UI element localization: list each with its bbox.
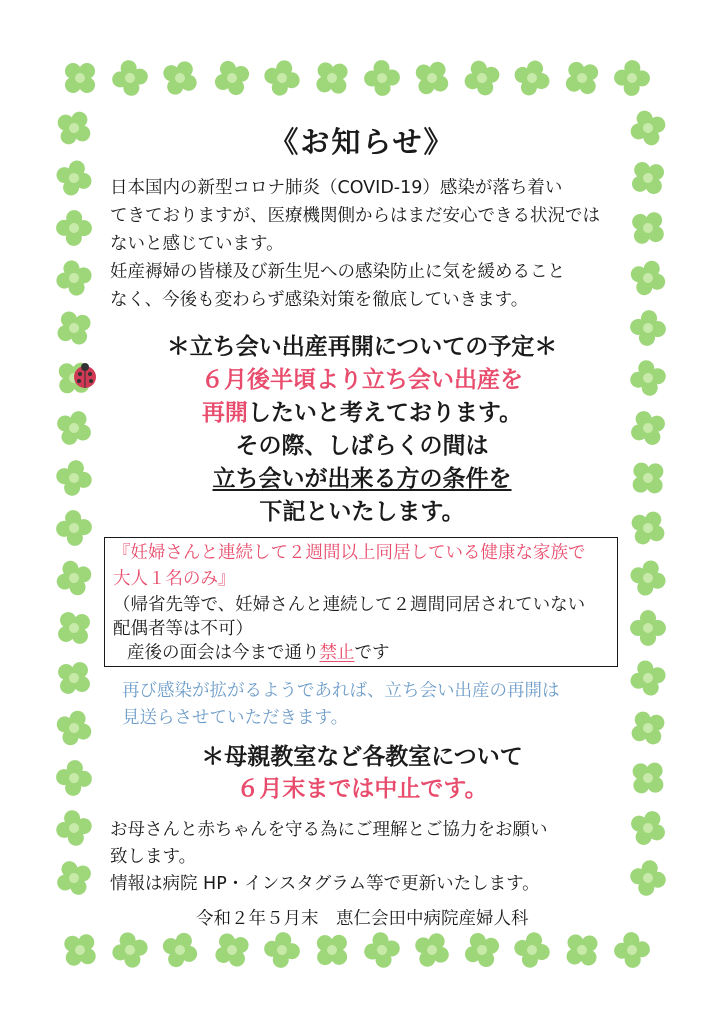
section2-line-1: ６月末までは中止です。 <box>236 776 488 802</box>
intro-line-2: てきておりますが、医療機関側からはまだ安心できる状況では <box>110 206 600 226</box>
section1-line-5: 下記といたします。 <box>259 499 465 525</box>
conditions-line-3: （帰省先等で、妊婦さんと連続して２週間同居されていない <box>113 595 586 615</box>
closing-line-3: 情報は病院 HP・インスタグラム等で更新いたします。 <box>110 874 540 894</box>
section1-line-2-highlight: 再開 <box>201 400 248 426</box>
closing-line-2: 致します。 <box>110 847 197 867</box>
conditions-line-5 <box>127 640 390 666</box>
conditions-line-5-suffix: です <box>354 643 390 663</box>
section1-line-2 <box>60 396 664 430</box>
intro-line-3: ないと感じています。 <box>110 234 284 254</box>
intro-line-1: 日本国内の新型コロナ肺炎（COVID-19）感染が落ち着い <box>110 178 563 198</box>
section1-line-1: ６月後半頃より立ち会い出産を <box>201 367 523 393</box>
section1-line-3: その際、しばらくの間は <box>235 433 489 459</box>
notice-title: 《お知らせ》 <box>269 125 455 159</box>
section1-line-2-rest: したいと考えております。 <box>247 400 523 426</box>
conditions-line-5-prefix: 産後の面会は今まで通り <box>127 643 320 663</box>
intro-line-5: なく、今後も変わらず感染対策を徹底していきます。 <box>110 290 529 310</box>
conditions-line-4: 配偶者等は不可） <box>113 619 253 639</box>
intro-line-4: 妊産褥婦の皆様及び新生児への感染防止に気を緩めること <box>110 262 565 282</box>
warning-line-1: 再び感染が拡がるようであれば、立ち会い出産の再開は <box>122 681 560 701</box>
closing-line-1: お母さんと赤ちゃんを守る為にご理解とご協力をお願い <box>110 820 548 840</box>
conditions-line-2: 大人１名のみ』 <box>113 569 236 589</box>
conditions-line-5-highlight: 禁止 <box>319 643 355 663</box>
section2-heading: ＊母親教室など各教室について <box>201 744 523 770</box>
conditions-line-1: 『妊婦さんと連続して２週間以上同居している健康な家族で <box>113 543 586 563</box>
section1-line-4 <box>60 462 664 496</box>
warning-line-2: 見送らさせていただきます。 <box>122 708 349 728</box>
section1-heading: ＊立ち会い出産再開についての予定＊ <box>166 334 558 360</box>
conditions-box <box>104 537 618 667</box>
section1-line-4-text: 立ち会いが出来る方の条件を <box>212 466 512 492</box>
signature: 令和２年５月末 恵仁会田中病院産婦人科 <box>196 909 529 929</box>
